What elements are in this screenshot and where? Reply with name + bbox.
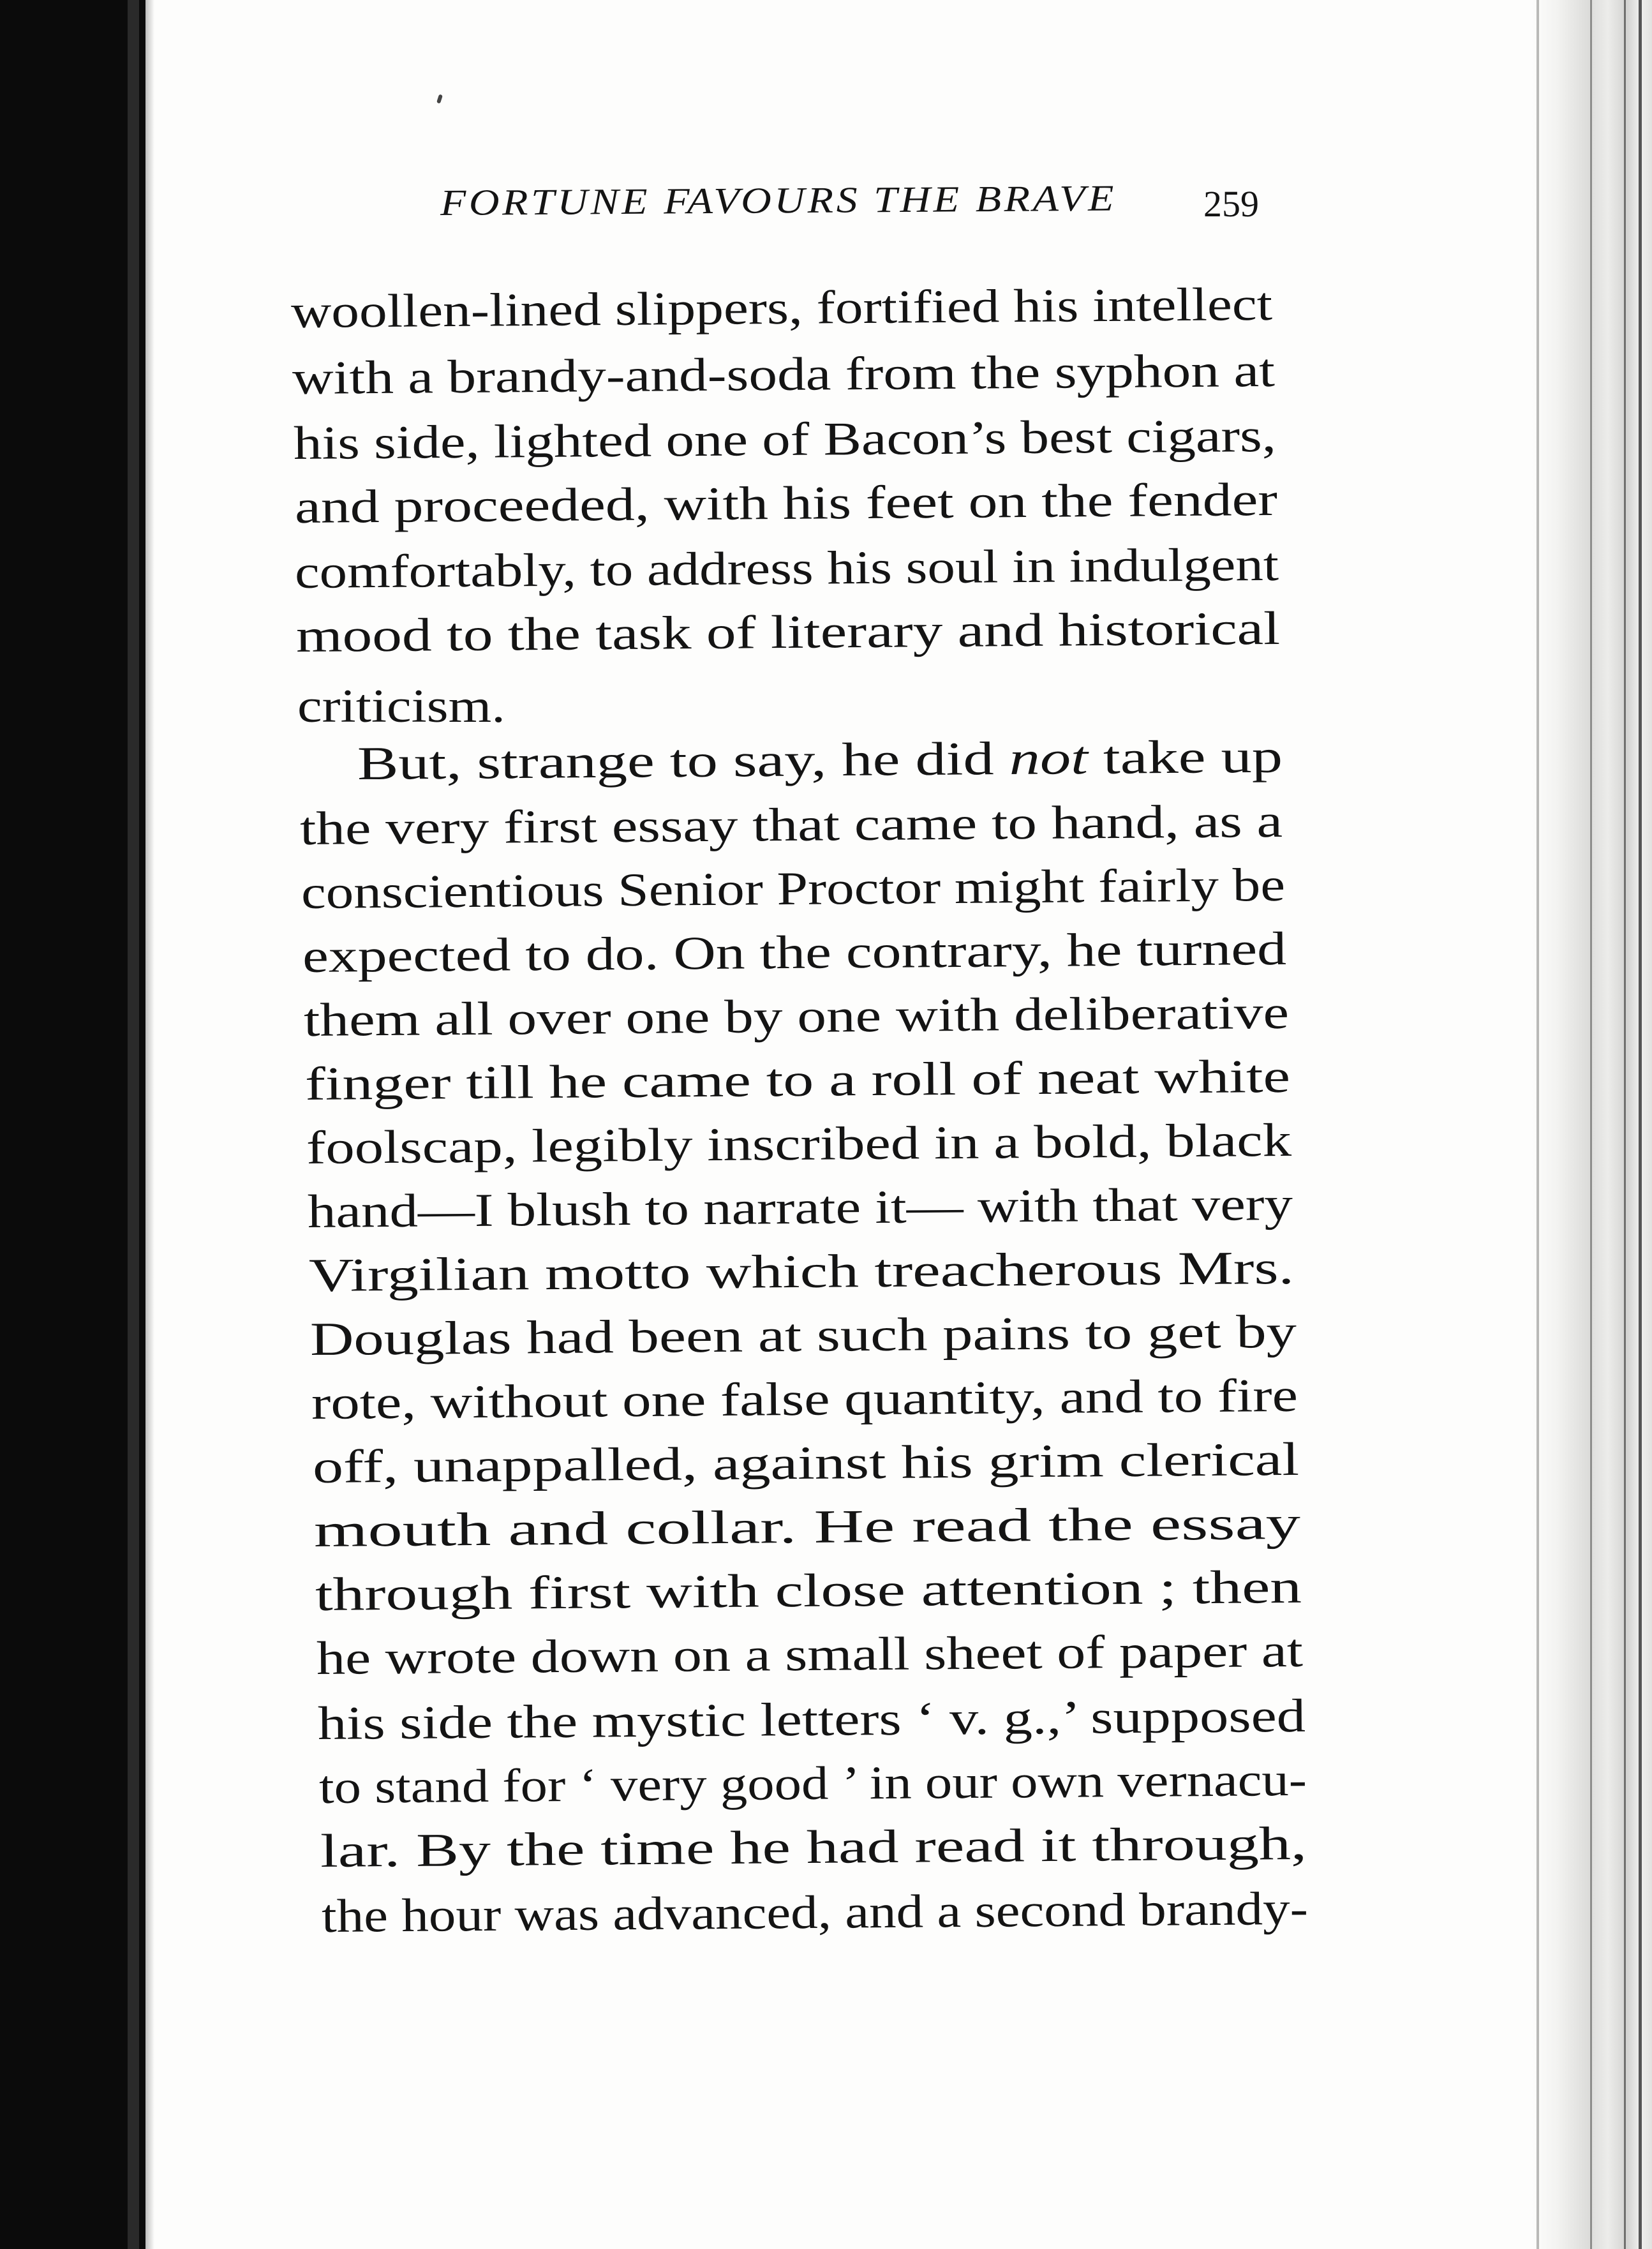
text-line: the very first essay that came to hand, as a xyxy=(299,795,1283,855)
text-line: rote, without one false quantity, and to fire xyxy=(311,1369,1299,1430)
text-line: comfortably, to address his soul in indulgent xyxy=(294,538,1279,599)
text-line: criticism. xyxy=(297,680,505,733)
text-line: to stand for ‘ very good ’ in our own vernacu- xyxy=(318,1753,1307,1814)
text-line: foolscap, legibly inscribed in a bold, black xyxy=(306,1114,1292,1174)
text-run: But, strange to say, he did xyxy=(357,733,994,790)
text-line: and proceeded, with his feet on the fender xyxy=(294,473,1278,534)
text-line: Douglas had been at such pains to get by xyxy=(309,1305,1297,1366)
text-line: with a brandy-and-soda from the syphon at xyxy=(292,344,1276,405)
text-line: through first with close attention ; then xyxy=(315,1560,1302,1621)
text-line: conscientious Senior Proctor might fairly be xyxy=(301,858,1286,919)
page-number: 259 xyxy=(1203,183,1259,225)
text-line: he wrote down on a small sheet of paper at xyxy=(316,1624,1304,1685)
text-line: the hour was advanced, and a second brandy- xyxy=(321,1882,1309,1943)
text-line: woollen-lined slippers, fortified his intellect xyxy=(290,278,1273,338)
text-line xyxy=(357,730,1283,790)
text-line: his side, lighted one of Bacon’s best cigars, xyxy=(293,409,1277,470)
text-line: off, unappalled, against his grim clerical xyxy=(312,1433,1300,1493)
text-run: take up xyxy=(1103,730,1283,784)
italic-emphasis: not xyxy=(1009,732,1089,785)
text-line: hand—I blush to narrate it— with that very xyxy=(307,1177,1293,1238)
text-line: finger till he came to a roll of neat white xyxy=(304,1050,1291,1110)
text-line: mood to the task of literary and historical xyxy=(295,602,1281,662)
text-line: lar. By the time he had read it through, xyxy=(320,1817,1307,1878)
text-line: expected to do. On the contrary, he turned xyxy=(302,922,1287,983)
text-line: Virgilian motto which treacherous Mrs. xyxy=(308,1241,1295,1302)
text-line: mouth and collar. He read the essay xyxy=(313,1497,1301,1557)
text-line: them all over one by one with deliberative xyxy=(303,986,1290,1047)
running-title: FORTUNE FAVOURS THE BRAVE xyxy=(440,177,1117,223)
text-line: his side the mystic letters ‘ v. g.,’ supposed xyxy=(317,1689,1306,1750)
